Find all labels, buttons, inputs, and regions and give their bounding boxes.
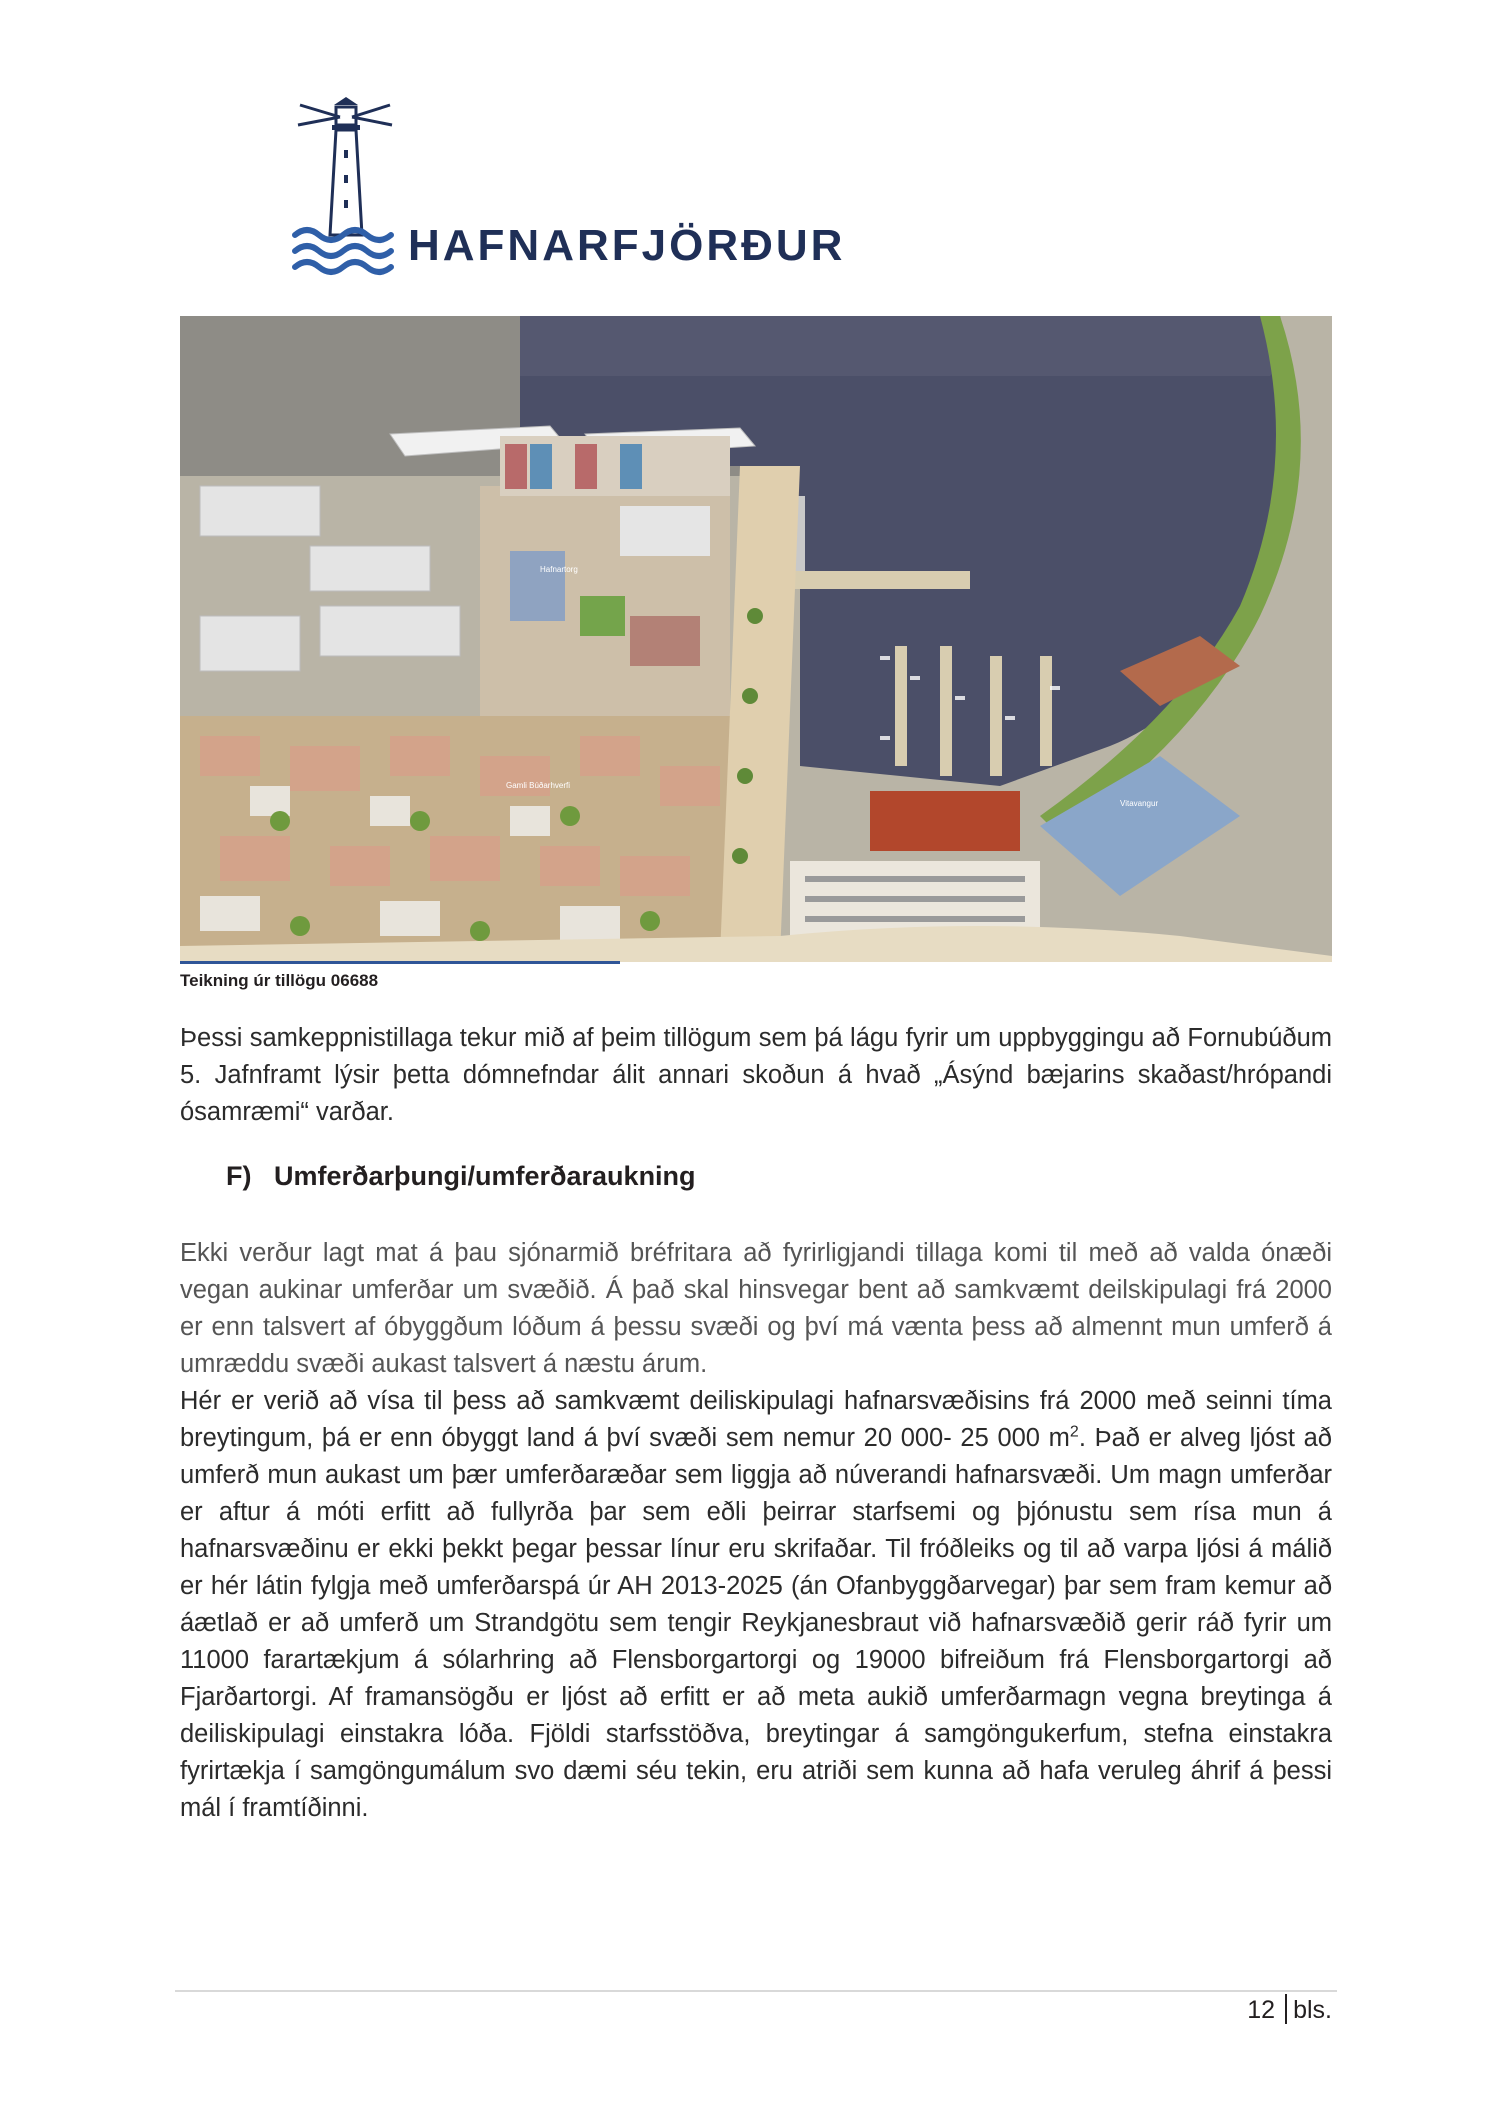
label-hafnartorg: Hafnartorg xyxy=(540,565,578,574)
section-heading-label: F) xyxy=(226,1161,252,1191)
figure-underline xyxy=(180,961,620,964)
label-gamli-budarhverfi: Gamli Búðarhverfi xyxy=(506,781,571,790)
page-footer xyxy=(1247,1994,1332,2025)
page-suffix: bls. xyxy=(1293,1996,1332,2024)
label-vitavangur: Vitavangur xyxy=(1120,799,1159,808)
section-heading xyxy=(226,1161,696,1192)
lighthouse-waves-icon xyxy=(290,95,400,280)
footer-separator xyxy=(1285,1994,1287,2024)
paragraph-1: Þessi samkeppnistillaga tekur mið af þeim tillögum sem þá lágu fyrir um uppbyggingu að Fornubúðum 5. Jafnframt lýsir þetta dómnefndar álit annari skoðun á hvað „Ásýnd bæjarins skaðast/hrópandi ósamræmi“ varðar. xyxy=(180,1024,1332,1126)
hafnarfjordur-logo xyxy=(290,95,846,280)
section-heading-text: Umferðarþungi/umferðaraukning xyxy=(274,1161,696,1191)
harbor-aerial-image xyxy=(180,316,1332,962)
figure-caption: Teikning úr tillögu 06688 xyxy=(180,971,379,990)
page-number: 12 xyxy=(1247,1996,1276,2024)
logo-wordmark: HAFNARFJÖRÐUR xyxy=(408,221,846,270)
paragraph-3-part-a: Hér er verið að vísa til þess að samkvæmt deiliskipulagi hafnarsvæðisins frá 2000 með seinni tíma breytingum, þá er enn óbyggt land á því svæði sem nemur 20 000- 25 000 m xyxy=(180,1387,1332,1452)
footer-rule xyxy=(175,1990,1337,1992)
paragraph-2: Ekki verður lagt mat á þau sjónarmið bréfritara að fyrirligjandi tillaga komi til með að valda ónæði vegan aukinar umferðar um svæðið. Á það skal hinsvegar bent að samkvæmt deilskipulagi frá 2000 er enn talsvert af óbyggðum lóðum á þessu svæði og því má vænta þess að almennt mun umferð á umræddu svæði aukast talsvert á næstu árum. xyxy=(180,1239,1332,1378)
paragraph-3-part-b: . Það er alveg ljóst að umferð mun aukast um þær umferðaræðar sem liggja að núverandi hafnarsvæði. Um magn umferðar er aftur á móti erfitt að fullyrða þar sem eðli þeirrar starfsemi og þjónustu sem rísa mun á hafnarsvæðinu er ekki þekkt þegar þessar línur eru skrifaðar. Til fróðleiks og til að varpa ljósi á málið er hér látin fylgja með umferðarspá úr AH 2013-2025 (án Ofanbyggðarvegar) þar sem fram kemur að áætlað er að umferð um Strandgötu sem tengir Reykjanesbraut við hafnarsvæðið gerir ráð fyrir um 11000 farartækjum á sólarhring að Flensborgartorgi og 19000 bifreiðum frá Flensborgartorgi að Fjarðartorgi. Af framansögðu er ljóst að erfitt er að meta aukið umferðarmagn vegna breytinga á deiliskipulagi einstakra lóða. Fjöldi starfsstöðva, breytingar á samgöngukerfum, stefna einstakra fyrirtækja í samgöngumálum svo dæmi séu tekin, eru atriði sem kunna að hafa veruleg áhrif á þessi mál í framtíðinni. xyxy=(180,1424,1332,1822)
paragraph-3 xyxy=(180,1383,1332,1827)
area-superscript: 2 xyxy=(1069,1423,1079,1441)
